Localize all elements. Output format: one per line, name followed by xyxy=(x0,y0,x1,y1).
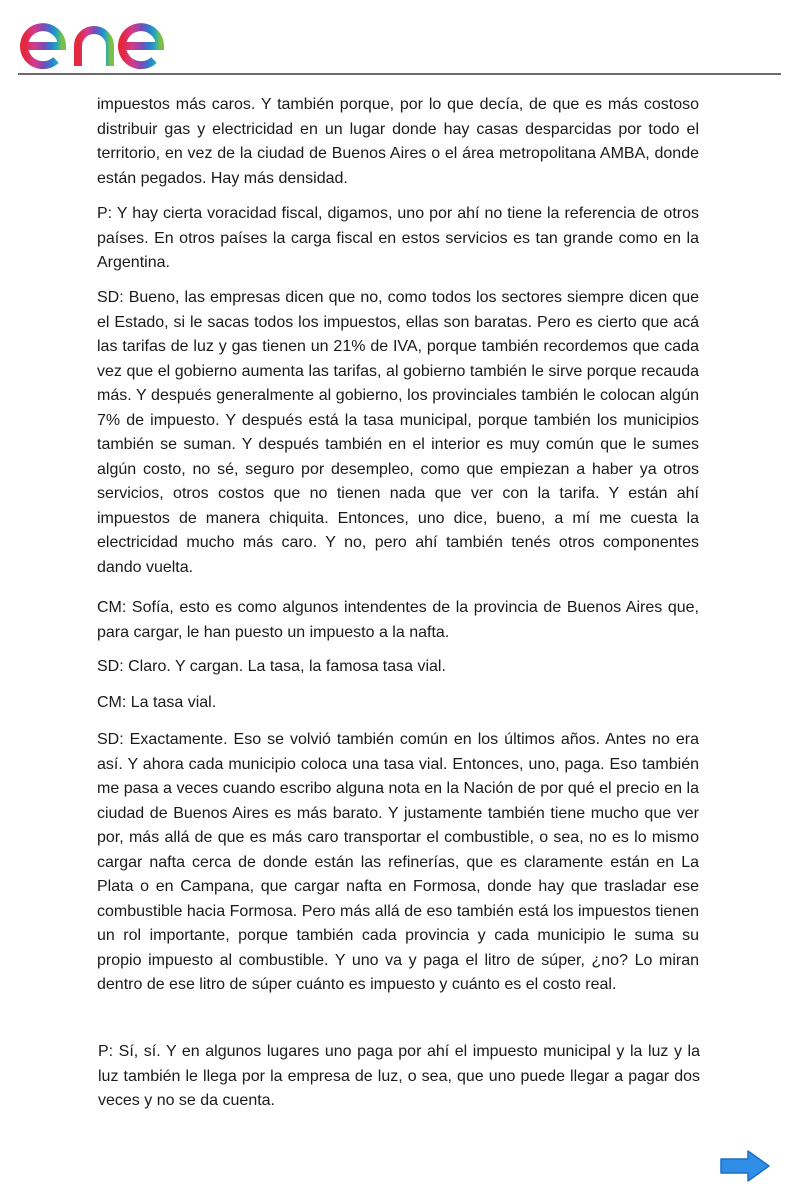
right-arrow-icon[interactable] xyxy=(718,1148,772,1184)
paragraph-2: P: Y hay cierta voracidad fiscal, digamos, uno por ahí no tiene la referencia de otros países. En otros países la carga fiscal en estos servicios es tan grande como en la Argentina. xyxy=(97,205,699,271)
header-divider xyxy=(18,73,781,75)
paragraph-5: SD: Claro. Y cargan. La tasa, la famosa tasa vial. xyxy=(97,658,446,675)
paragraph-6: CM: La tasa vial. xyxy=(97,694,217,711)
paragraph-7: SD: Exactamente. Eso se volvió también común en los últimos años. Antes no era así. Y ahora cada municipio coloca una tasa vial. Entonces, uno, paga. Eso también me pasa a veces cuando escribo alguna nota en la Nación de por qué el precio en la ciudad de Buenos Aires es más barato. Y justamente también tiene mucho que ver por, más allá de que es más caro transportar el combustible, o sea, no es lo mismo cargar nafta cerca de donde están las refinerías, que es claramente están en La Plata o en Campana, que cargar nafta en Formosa, donde hay que trasladar ese combustible hacia Formosa. Pero más allá de eso también está los impuestos tienen un rol importante, porque también cada provincia y cada municipio le suma su propio impuesto al combustible. Y uno va y paga el litro de súper, ¿no? Lo miran dentro de ese litro de súper cuánto es impuesto y cuánto es el costo real. xyxy=(97,731,699,993)
paragraph-1: impuestos más caros. Y también porque, por lo que decía, de que es más costoso distribuir gas y electricidad en un lugar donde hay casas desparcidas por todo el territorio, en vez de la ciudad de Buenos Aires o el área metropolitana AMBA, donde están pegados. Hay más densidad. xyxy=(97,96,699,187)
paragraph-4: CM: Sofía, esto es como algunos intendentes de la provincia de Buenos Aires que, para cargar, le han puesto un impuesto a la nafta. xyxy=(97,599,699,641)
enel-logo xyxy=(16,8,181,70)
paragraph-3: SD: Bueno, las empresas dicen que no, como todos los sectores siempre dicen que el Estado, si le sacas todos los impuestos, ellas son baratas. Pero es cierto que acá las tarifas de luz y gas tienen un 21% de IVA, porque también recordemos que cada vez que el gobierno aumenta las tarifas, al gobierno también le sirve porque recauda más. Y después generalmente al gobierno, los provinciales también le colocan algún 7% de impuesto. Y después está la tasa municipal, porque también los municipios también se suman. Y después también en el interior es muy común que le sumes algún costo, no sé, seguro por desempleo, como que empiezan a haber ya otros servicios, otros costos que no tienen nada que ver con la tarifa. Y están ahí impuestos de manera chiquita. Entonces, uno dice, bueno, a mí me cuesta la electricidad mucho más caro. Y no, pero ahí también tenés otros componentes dando vuelta. xyxy=(97,289,699,575)
paragraph-8: P: Sí, sí. Y en algunos lugares uno paga por ahí el impuesto municipal y la luz y la luz también le llega por la empresa de luz, o sea, que uno puede llegar a pagar dos veces y no se da cuenta. xyxy=(98,1043,700,1109)
